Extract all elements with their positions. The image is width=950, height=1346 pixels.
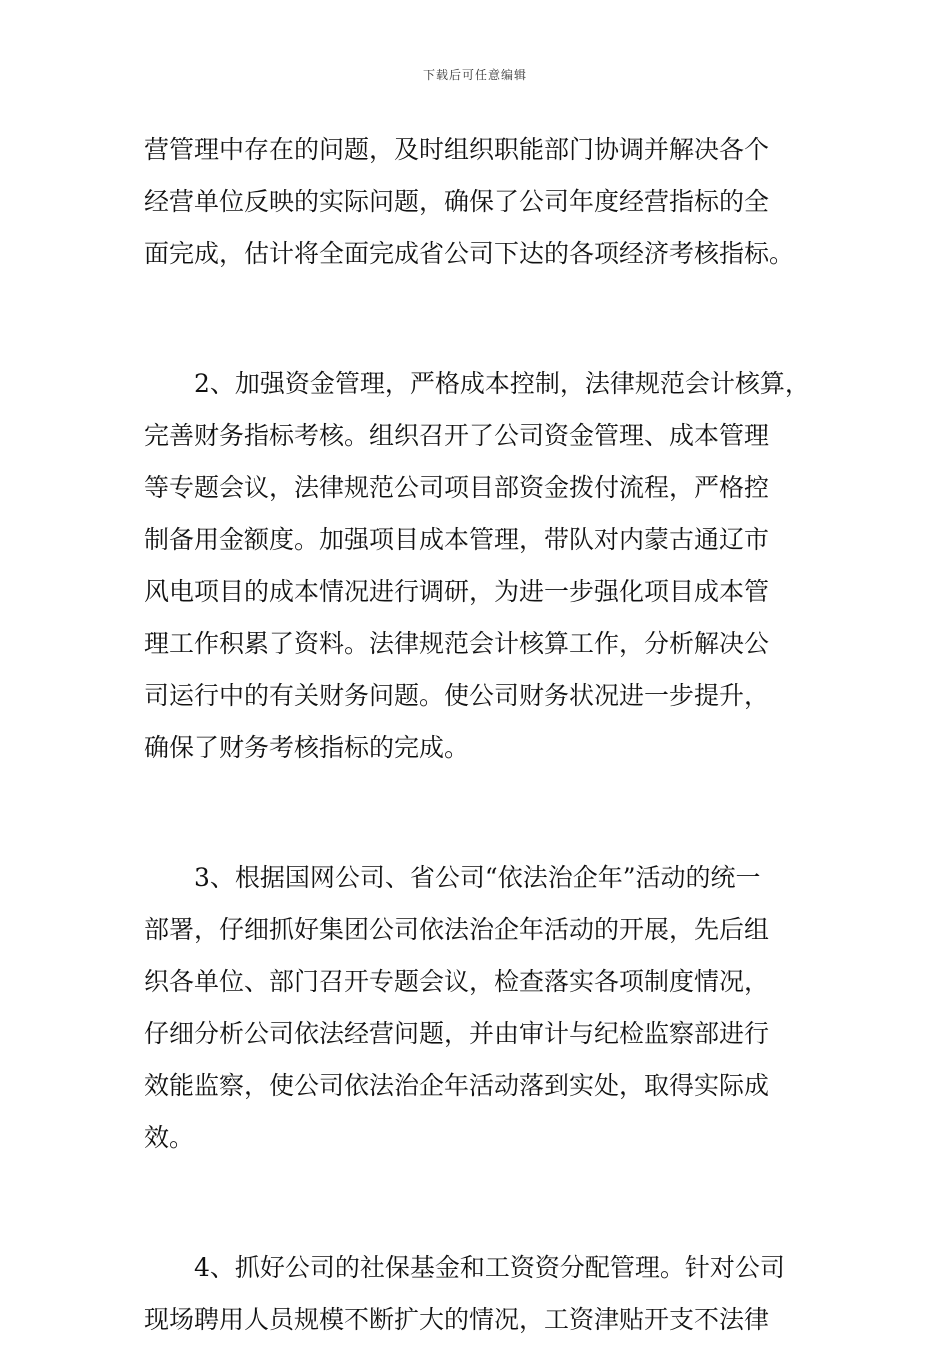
text-line: 仔细分析公司依法经营问题，并由审计与纪检监察部进行: [144, 1019, 770, 1048]
page-header: 下载后可任意编辑: [422, 68, 527, 82]
paragraph-1: [144, 124, 814, 280]
paragraph-gap: [144, 280, 814, 358]
text-line: 制备用金额度。加强项目成本管理，带队对内蒙古通辽市: [144, 525, 770, 554]
text-line: 确保了财务考核指标的完成。: [144, 733, 470, 762]
text-line: 3、根据国网公司、省公司“依法治企年”活动的统一: [194, 863, 761, 892]
paragraph-gap: [144, 1164, 814, 1242]
document-body: [144, 124, 814, 1346]
text-line: 风电项目的成本情况进行调研，为进一步强化项目成本管: [144, 577, 770, 606]
text-line: 现场聘用人员规模不断扩大的情况，工资津贴开支不法律: [144, 1305, 770, 1334]
paragraph-2: [144, 358, 814, 774]
text-line: 理工作积累了资料。法律规范会计核算工作，分析解决公: [144, 629, 770, 658]
paragraph-4: [144, 1242, 814, 1346]
text-line: 效。: [144, 1123, 195, 1152]
text-line: 效能监察，使公司依法治企年活动落到实处，取得实际成: [144, 1071, 770, 1100]
text-line: 面完成，估计将全面完成省公司下达的各项经济考核指标。: [144, 239, 795, 268]
text-line: 司运行中的有关财务问题。使公司财务状况进一步提升，: [144, 681, 770, 710]
text-line: 织各单位、部门召开专题会议，检查落实各项制度情况，: [144, 967, 770, 996]
text-line: 4、抓好公司的社保基金和工资资分配管理。针对公司: [194, 1253, 785, 1282]
text-line: 部署，仔细抓好集团公司依法治企年活动的开展，先后组: [144, 915, 770, 944]
text-line: 2、加强资金管理，严格成本控制，法律规范会计核算，: [194, 369, 810, 398]
text-line: 完善财务指标考核。组织召开了公司资金管理、成本管理: [144, 421, 770, 450]
text-line: 等专题会议，法律规范公司项目部资金拨付流程，严格控: [144, 473, 770, 502]
paragraph-gap: [144, 774, 814, 852]
text-line: 营管理中存在的问题，及时组织职能部门协调并解决各个: [144, 135, 770, 164]
paragraph-3: [144, 852, 814, 1164]
text-line: 经营单位反映的实际问题，确保了公司年度经营指标的全: [144, 187, 770, 216]
